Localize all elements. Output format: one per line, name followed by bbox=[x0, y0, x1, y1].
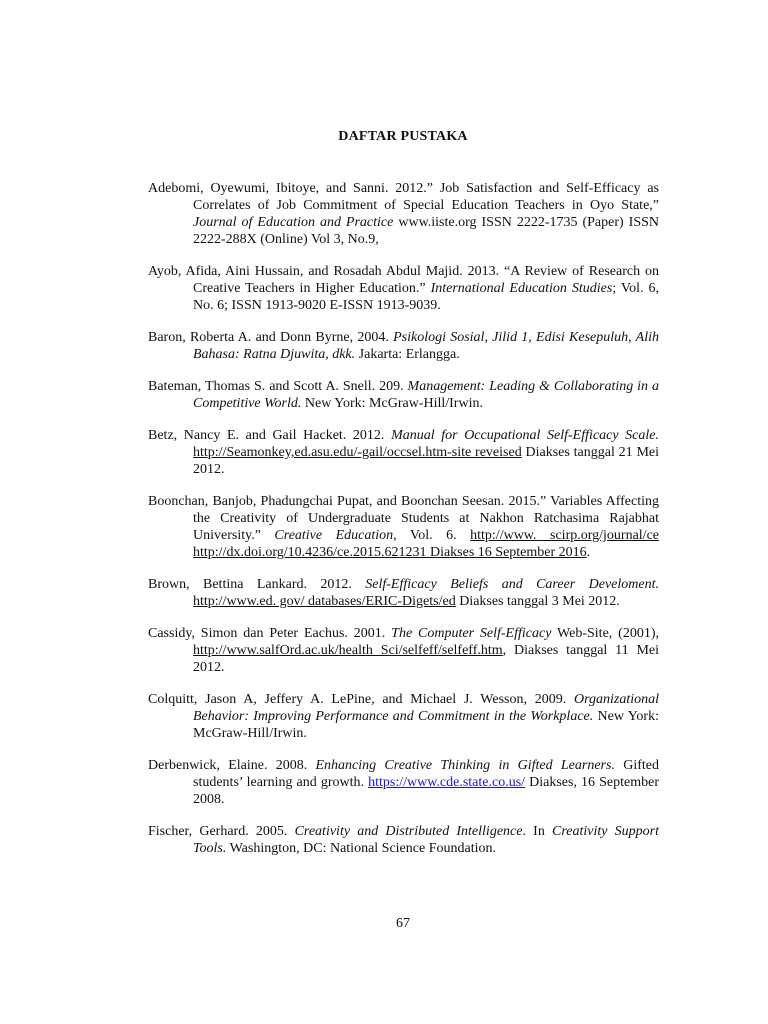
reference-text: Diakses tanggal 3 Mei 2012. bbox=[455, 594, 620, 609]
reference-entry bbox=[148, 329, 659, 363]
reference-text: Fischer, Gerhard. 2005. bbox=[148, 824, 295, 839]
reference-link[interactable]: http://Seamonkey,ed.asu.edu/-gail/occsel.htm-site reveised bbox=[193, 445, 522, 460]
reference-title: Management: Leading & Collaborating in a Competitive World. bbox=[193, 379, 659, 411]
reference-entry bbox=[148, 180, 659, 248]
reference-text: Boonchan, Banjob, Phadungchai Pupat, and Boonchan Seesan. 2015.” Variables Affecting the Creativity of Undergraduate Students at Nakhon Ratchasima Rajabhat University.” bbox=[148, 494, 659, 543]
reference-link[interactable]: http://www.ed. gov/ databases/ERIC-Digets/ed bbox=[193, 594, 456, 609]
reference-title: Creativity Support Tools. bbox=[193, 824, 660, 856]
reference-text: www.iiste.org ISSN 2222-1735 (Paper) ISSN 2222-288X (Online) Vol 3, No.9, bbox=[193, 215, 659, 247]
reference-entry bbox=[148, 493, 659, 561]
reference-text: , Vol. 6. bbox=[393, 528, 471, 543]
reference-title: Manual for Occupational Self-Efficacy Scale. bbox=[391, 428, 659, 443]
reference-title: Journal of Education and Practice bbox=[193, 215, 394, 230]
reference-text: ; Vol. 6, No. 6; ISSN 1913-9020 E-ISSN 1913-9039. bbox=[193, 281, 659, 313]
page-title: DAFTAR PUSTAKA bbox=[338, 129, 468, 144]
reference-text: Diakses tanggal 21 Mei 2012. bbox=[193, 445, 659, 477]
reference-text: Ayob, Afida, Aini Hussain, and Rosadah Abdul Majid. 2013. “A Review of Research on Creative Teachers in Higher Education.” bbox=[148, 264, 659, 296]
reference-entry bbox=[148, 378, 659, 412]
reference-text: Colquitt, Jason A, Jeffery A. LePine, and Michael J. Wesson, 2009. bbox=[148, 692, 574, 707]
reference-entry bbox=[148, 576, 659, 610]
reference-title: The Computer Self-Efficacy bbox=[391, 626, 552, 641]
reference-entry bbox=[148, 691, 659, 742]
page-number: 67 bbox=[396, 916, 410, 931]
reference-text: Cassidy, Simon dan Peter Eachus. 2001. bbox=[148, 626, 392, 641]
reference-entry bbox=[148, 823, 659, 857]
reference-text: . In bbox=[522, 824, 553, 839]
reference-link[interactable]: http://www.salfOrd.ac.uk/health Sci/selfeff/selfeff.htm bbox=[193, 643, 503, 658]
reference-text: New York: McGraw-Hill/Irwin. bbox=[193, 709, 659, 741]
reference-text: New York: McGraw-Hill/Irwin. bbox=[301, 396, 483, 411]
reference-text: Gifted students’ learning and growth. bbox=[193, 758, 659, 790]
reference-text: , Diakses tanggal 11 Mei 2012. bbox=[193, 643, 659, 675]
reference-title: Creative Education bbox=[274, 528, 394, 543]
reference-text: Web-Site, (2001), bbox=[551, 626, 659, 641]
reference-title: Enhancing Creative Thinking in Gifted Learners. bbox=[315, 758, 615, 773]
reference-title: Organizational Behavior: Improving Performance and Commitment in the Workplace. bbox=[193, 692, 659, 724]
reference-link[interactable]: http://www. scirp.org/journal/ce bbox=[470, 528, 660, 543]
reference-text: Bateman, Thomas S. and Scott A. Snell. 209. bbox=[148, 379, 408, 394]
reference-title: International Education Studies bbox=[430, 281, 613, 296]
reference-entry bbox=[148, 263, 659, 314]
reference-text: Betz, Nancy E. and Gail Hacket. 2012. bbox=[148, 428, 392, 443]
reference-title: Self-Efficacy Beliefs and Career Develoment. bbox=[365, 577, 659, 592]
reference-text: Brown, Bettina Lankard. 2012. bbox=[148, 577, 366, 592]
reference-entry bbox=[148, 625, 659, 676]
reference-text: Jakarta: Erlangga. bbox=[355, 347, 460, 362]
reference-title: Psikologi Sosial, Jilid 1, Edisi Kesepuluh, Alih Bahasa: Ratna Djuwita, dkk. bbox=[193, 330, 659, 362]
reference-text: Washington, DC: National Science Foundation. bbox=[226, 841, 496, 856]
reference-text: Derbenwick, Elaine. 2008. bbox=[148, 758, 316, 773]
reference-entry bbox=[148, 757, 659, 808]
reference-text: . bbox=[586, 545, 591, 560]
reference-link[interactable]: http://dx.doi.org/10.4236/ce.2015.621231 Diakses 16 September 2016 bbox=[193, 545, 587, 560]
reference-text: Adebomi, Oyewumi, Ibitoye, and Sanni. 2012.” Job Satisfaction and Self-Efficacy as Correlates of Job Commitment of Special Education Teachers in Oyo State,” bbox=[148, 181, 659, 213]
reference-text: Baron, Roberta A. and Donn Byrne, 2004. bbox=[148, 330, 394, 345]
reference-list bbox=[148, 180, 659, 857]
reference-title: Creativity and Distributed Intelligence bbox=[294, 824, 523, 839]
reference-text: Diakses, 16 September 2008. bbox=[193, 775, 659, 807]
reference-entry bbox=[148, 427, 659, 478]
reference-link[interactable]: https://www.cde.state.co.us/ bbox=[368, 775, 526, 790]
